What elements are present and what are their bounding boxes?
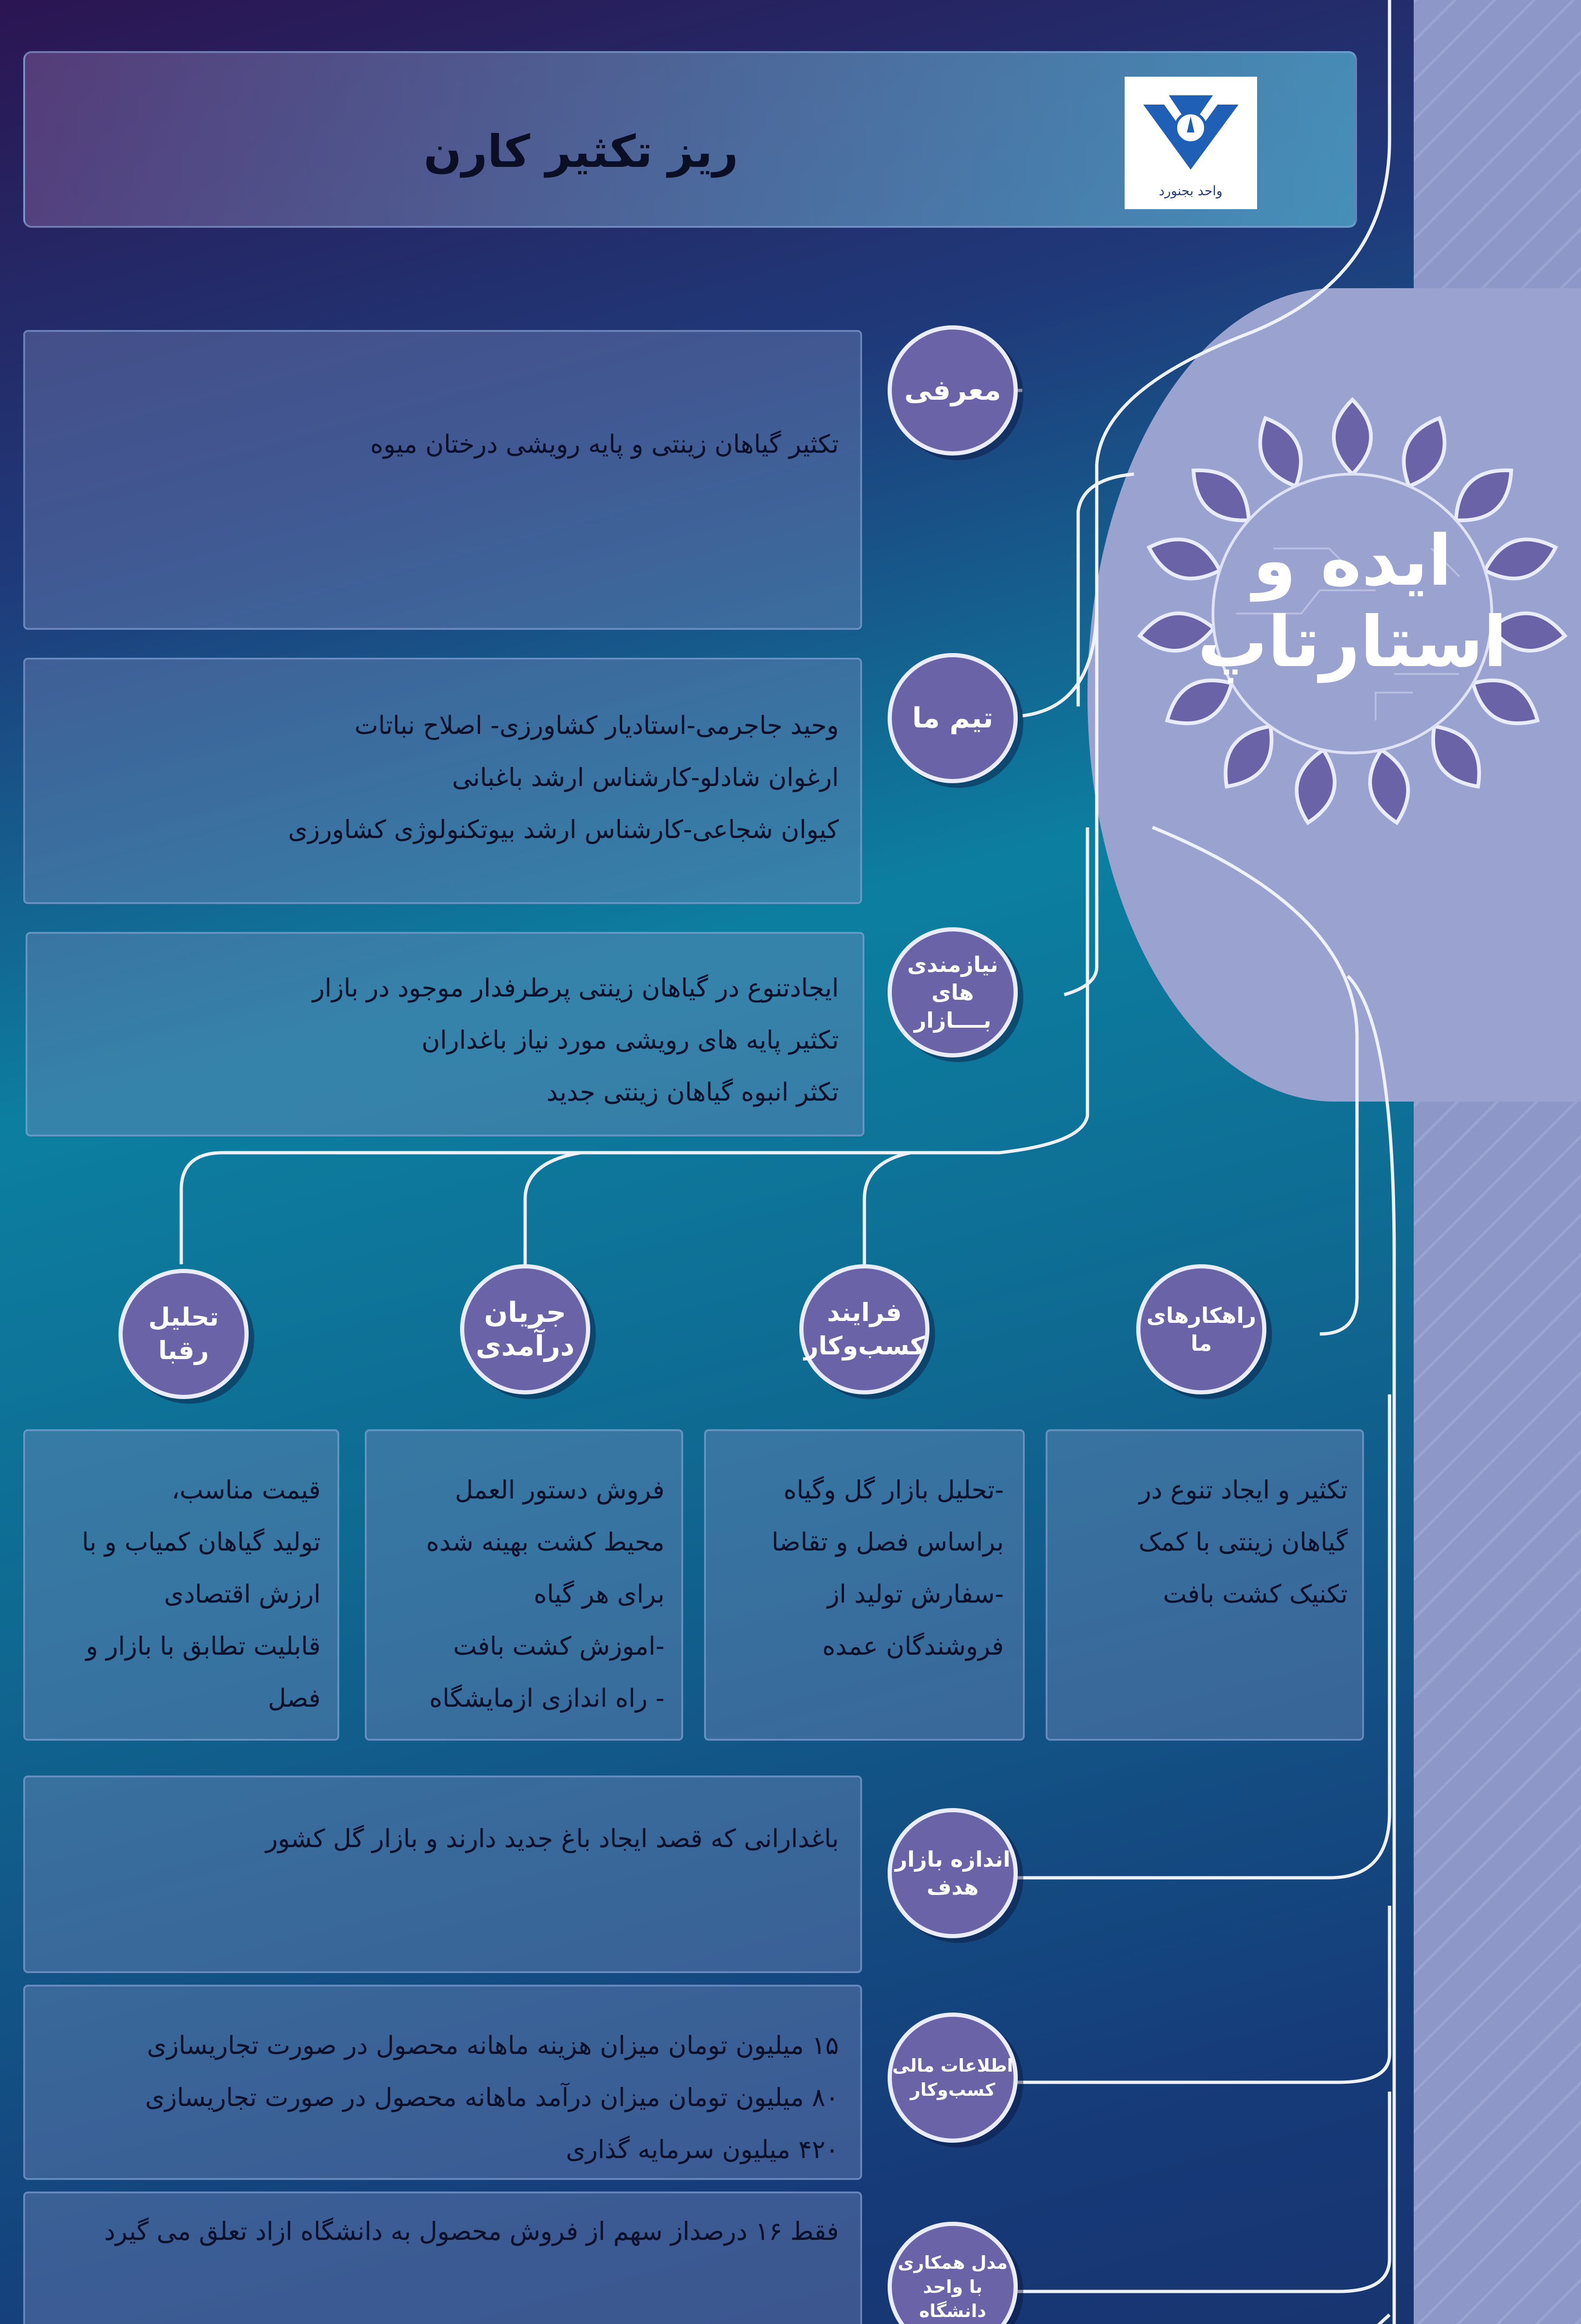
needs-line-3: تکثر انبوه گیاهان زینتی جدید bbox=[547, 1077, 839, 1107]
revenue-line-2: محیط کشت بهینه شده bbox=[426, 1527, 665, 1557]
coop-text bbox=[46, 2205, 839, 2258]
process-line-4: فروشندگان عمده bbox=[822, 1631, 1004, 1661]
university-logo-icon bbox=[1125, 77, 1257, 209]
team-line-2: ارغوان شادلو-کارشناس ارشد باغبانی bbox=[452, 763, 839, 792]
needs-text bbox=[46, 962, 839, 1118]
revenue-line-4: -اموزش کشت بافت bbox=[453, 1631, 665, 1661]
market-circle: اندازه بازار هدف bbox=[888, 1808, 1018, 1938]
market-text bbox=[46, 1813, 839, 1865]
needs-line-2: تکثیر پایه های رویشی مورد نیاز باغداران bbox=[422, 1025, 839, 1055]
intro-text bbox=[46, 418, 839, 470]
finance-line-2: ۸۰ میلیون تومان میزان درآمد ماهانه محصول در صورت تجاریسازی bbox=[145, 2083, 839, 2112]
finance-text bbox=[46, 2020, 839, 2176]
process-line-1: -تحلیل بازار گل وگیاه bbox=[783, 1475, 1004, 1505]
rivals-line-1: قیمت مناسب، bbox=[171, 1475, 321, 1505]
revenue-text bbox=[386, 1464, 665, 1724]
revenue-circle: جریان درآمدی bbox=[460, 1264, 590, 1394]
team-line-1: وحید جاجرمی-استادیار کشاورزی- اصلاح نباتات bbox=[354, 711, 839, 740]
solutions-line-3: تکنیک کشت بافت bbox=[1163, 1579, 1348, 1609]
coop-circle: مدل همکاری با واحد دانشگاه bbox=[888, 2222, 1018, 2324]
finance-line-3: ۴۲۰ میلیون سرمایه گذاری bbox=[566, 2135, 839, 2164]
rivals-line-4: قابلیت تطابق با بازار و bbox=[86, 1631, 321, 1661]
page-title: ریز تکثیر کارن bbox=[423, 125, 738, 178]
svg-text:واحد بجنورد: واحد بجنورد bbox=[1159, 183, 1223, 198]
team-text bbox=[46, 700, 839, 856]
market-card bbox=[23, 1776, 862, 1973]
revenue-line-3: برای هر گیاه bbox=[534, 1579, 665, 1609]
team-line-3: کیوان شجاعی-کارشناس ارشد بیوتکنولوژی کشاورزی bbox=[288, 815, 839, 844]
solutions-text bbox=[1064, 1464, 1348, 1620]
rivals-line-5: فصل bbox=[268, 1684, 321, 1713]
team-circle: تیم ما bbox=[888, 653, 1018, 783]
revenue-line-1: فروش دستور العمل bbox=[455, 1475, 665, 1505]
rivals-text bbox=[42, 1464, 321, 1724]
rivals-line-2: تولید گیاهان کمیاب و با bbox=[82, 1527, 321, 1557]
rivals-line-3: ارزش اقتصادی bbox=[164, 1579, 321, 1609]
finance-circle: اطلاعات مالی کسب‌وکار bbox=[888, 2013, 1018, 2143]
rivals-circle: تحلیل رقبا bbox=[119, 1269, 249, 1399]
needs-circle: نیازمندی های بــــازار bbox=[888, 927, 1018, 1057]
process-line-2: براساس فصل و تقاضا bbox=[771, 1527, 1004, 1557]
badge-line-2: استارتاپ bbox=[1197, 602, 1508, 683]
intro-card bbox=[23, 330, 862, 630]
finance-line-1: ۱۵ میلیون تومان میزان هزینه ماهانه محصول در صورت تجاریسازی bbox=[147, 2031, 839, 2060]
revenue-line-5: - راه اندازی ازمایشگاه bbox=[429, 1684, 665, 1713]
badge-line-1: ایده و bbox=[1252, 521, 1452, 601]
intro-line-1: تکثیر گیاهان زینتی و پایه رویشی درختان میوه bbox=[370, 429, 839, 459]
process-line-3: -سفارش تولید از bbox=[827, 1579, 1004, 1609]
process-text bbox=[725, 1464, 1004, 1672]
process-circle: فرایند کسب‌وکار bbox=[799, 1264, 929, 1394]
market-line-1: باغدارانی که قصد ایجاد باغ جدید دارند و بازار گل کشور bbox=[265, 1824, 839, 1853]
badge-title bbox=[1134, 521, 1571, 683]
coop-line-1: فقط ۱۶ درصداز سهم از فروش محصول به دانشگاه ازاد تعلق می گیرد bbox=[104, 2217, 839, 2246]
intro-circle: معرفی bbox=[888, 325, 1018, 456]
solutions-line-2: گیاهان زینتی با کمک bbox=[1139, 1527, 1348, 1557]
needs-line-1: ایجادتنوع در گیاهان زینتی پرطرفدار موجود در بازار bbox=[312, 973, 839, 1003]
solutions-line-1: تکثیر و ایجاد تنوع در bbox=[1139, 1475, 1348, 1505]
solutions-circle: راهکارهای ما bbox=[1136, 1264, 1266, 1394]
